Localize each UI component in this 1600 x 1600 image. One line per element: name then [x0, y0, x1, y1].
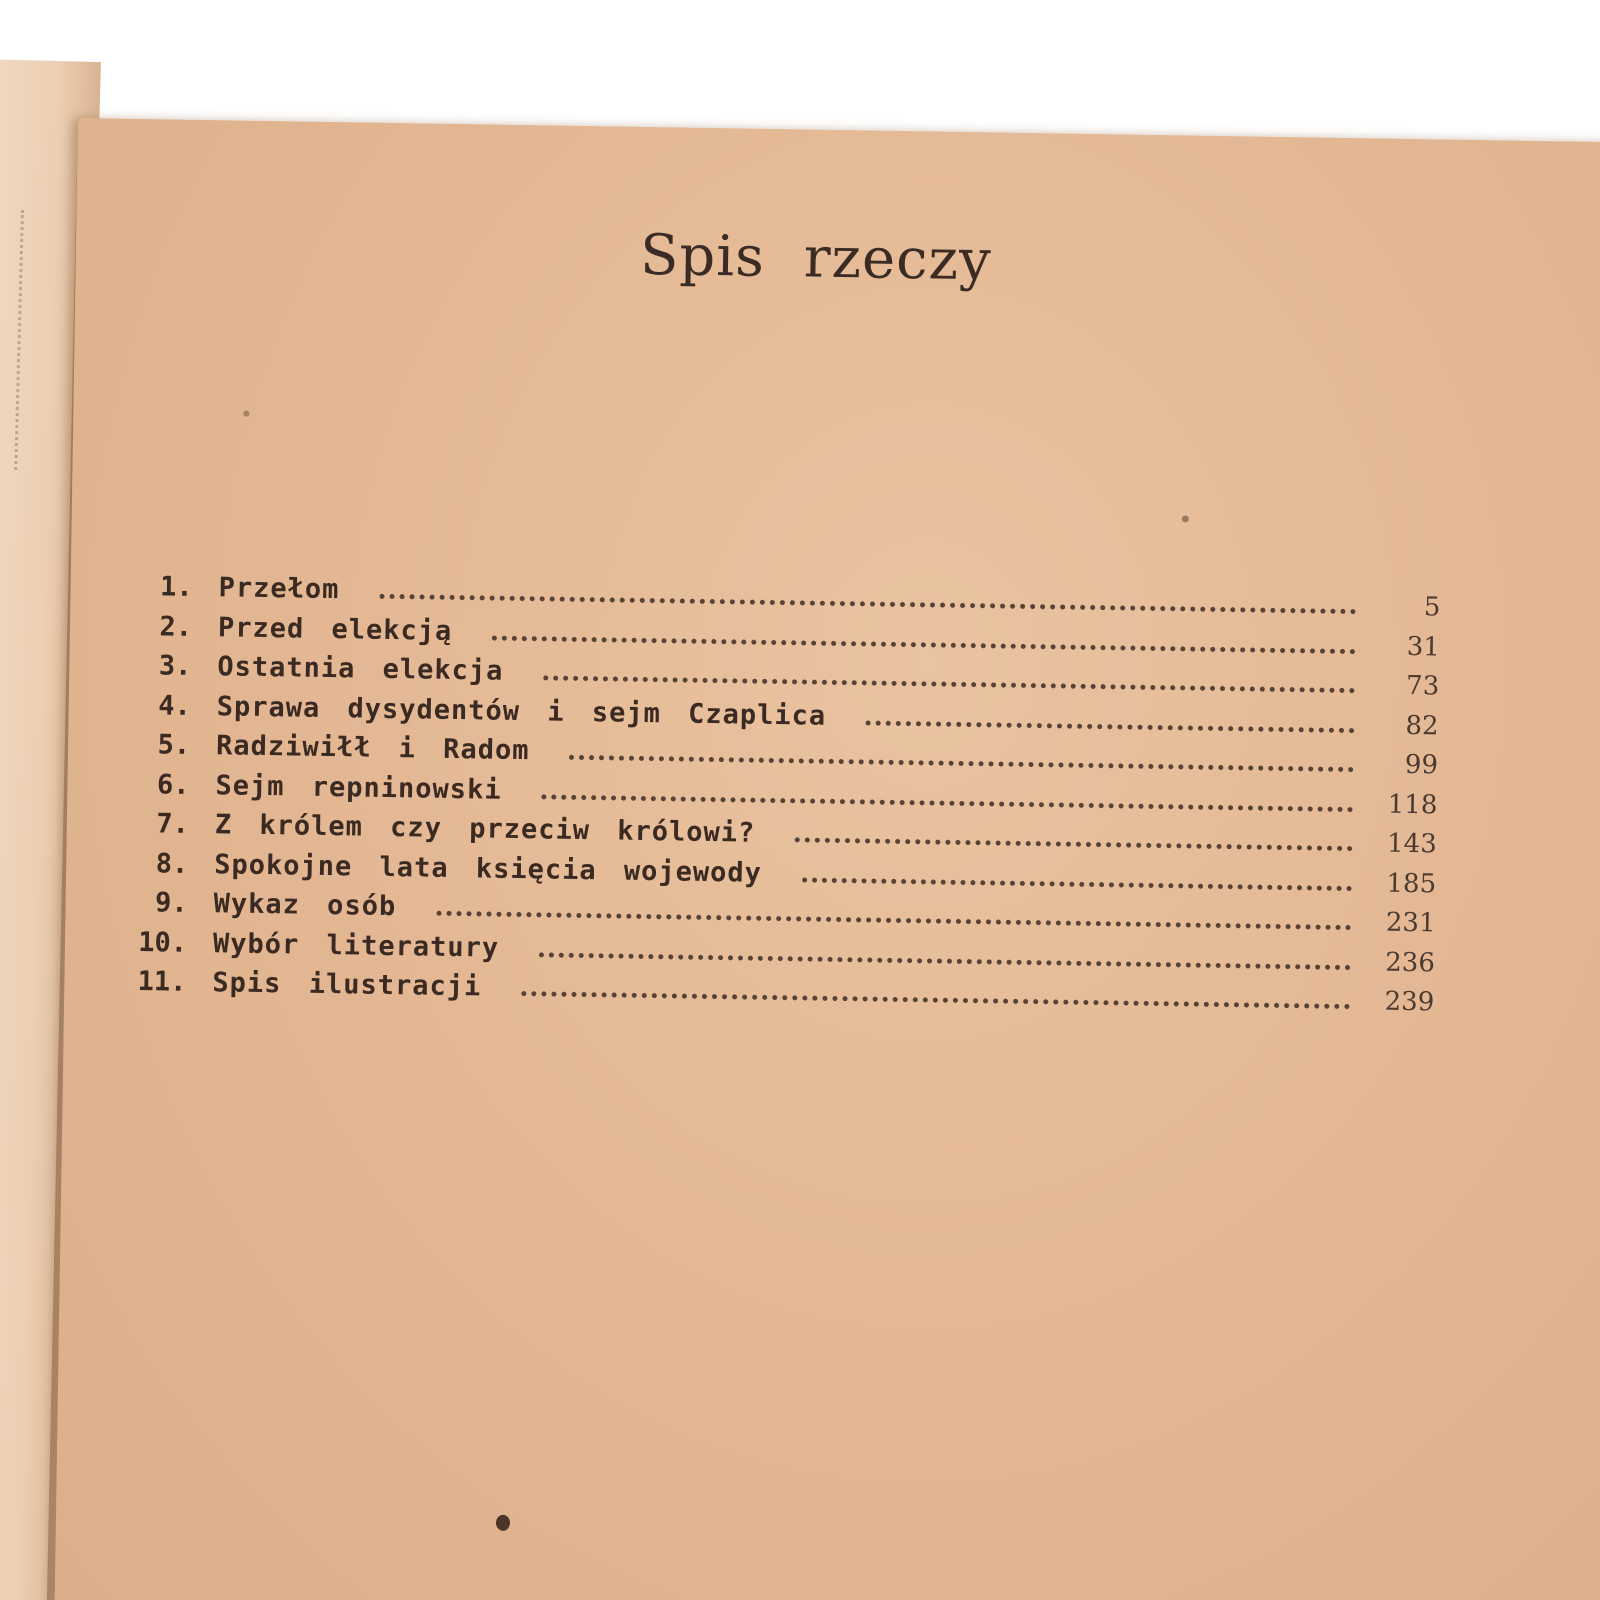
toc-entry-number: 11. — [137, 966, 187, 998]
dot-leader — [802, 863, 1353, 891]
toc-entry-page: 5 — [1423, 592, 1441, 623]
facing-page-text-fragment — [14, 210, 38, 470]
toc-entry-title: Ostatnia elekcja — [217, 651, 504, 687]
toc-entry-title: Wybór literatury — [212, 927, 500, 964]
toc-entry-page: 236 — [1385, 947, 1436, 978]
toc-entry-number: 9. — [154, 887, 188, 919]
toc-entry-title: Wykaz osób — [213, 888, 397, 923]
toc-entry-page: 239 — [1384, 986, 1435, 1018]
paper-speck — [1182, 515, 1189, 522]
toc-entry-title: Sprawa dysydentów i sejm Czaplica — [216, 690, 827, 732]
contents-page — [54, 118, 1600, 1600]
dot-leader — [379, 580, 1356, 614]
toc-entry-title: Spis ilustracji — [212, 967, 482, 1003]
toc-entry-page: 143 — [1386, 828, 1437, 860]
toc-entry-page: 73 — [1405, 670, 1440, 702]
toc-entry-title: Sejm repninowski — [215, 769, 502, 806]
toc-entry-number: 4. — [158, 689, 192, 722]
paper-speck — [496, 1515, 510, 1531]
toc-entry-number: 1. — [159, 571, 193, 603]
page-title: Spis rzeczy — [639, 222, 993, 294]
toc-entry-number: 5. — [157, 729, 191, 761]
dot-leader — [795, 823, 1353, 851]
toc-entry-page: 231 — [1385, 907, 1436, 939]
toc-entry-number: 8. — [155, 847, 189, 880]
toc-entry-number: 2. — [159, 610, 193, 643]
toc-entry-page: 82 — [1405, 710, 1439, 741]
toc-entry-title: Radziwiłł i Radom — [215, 730, 530, 767]
paper-speck — [243, 411, 249, 417]
table-of-contents — [124, 571, 1441, 1026]
toc-entry-page: 31 — [1406, 631, 1441, 662]
toc-entry-number: 6. — [156, 768, 190, 801]
toc-entry-page: 99 — [1404, 749, 1439, 781]
toc-entry-number: 3. — [158, 650, 192, 682]
toc-entry-title: Przed elekcją — [217, 611, 453, 647]
toc-entry-number: 7. — [156, 808, 190, 840]
toc-entry-title: Z królem czy przeciw królowi? — [214, 809, 756, 849]
toc-entry-page: 185 — [1386, 868, 1437, 899]
dot-leader — [866, 706, 1355, 733]
toc-entry-page: 118 — [1387, 789, 1438, 820]
toc-entry-number: 10. — [138, 926, 188, 959]
toc-entry-title: Przełom — [218, 572, 340, 606]
toc-entry-title: Spokojne lata księcia wojewody — [214, 848, 763, 889]
dot-leader — [569, 741, 1354, 772]
